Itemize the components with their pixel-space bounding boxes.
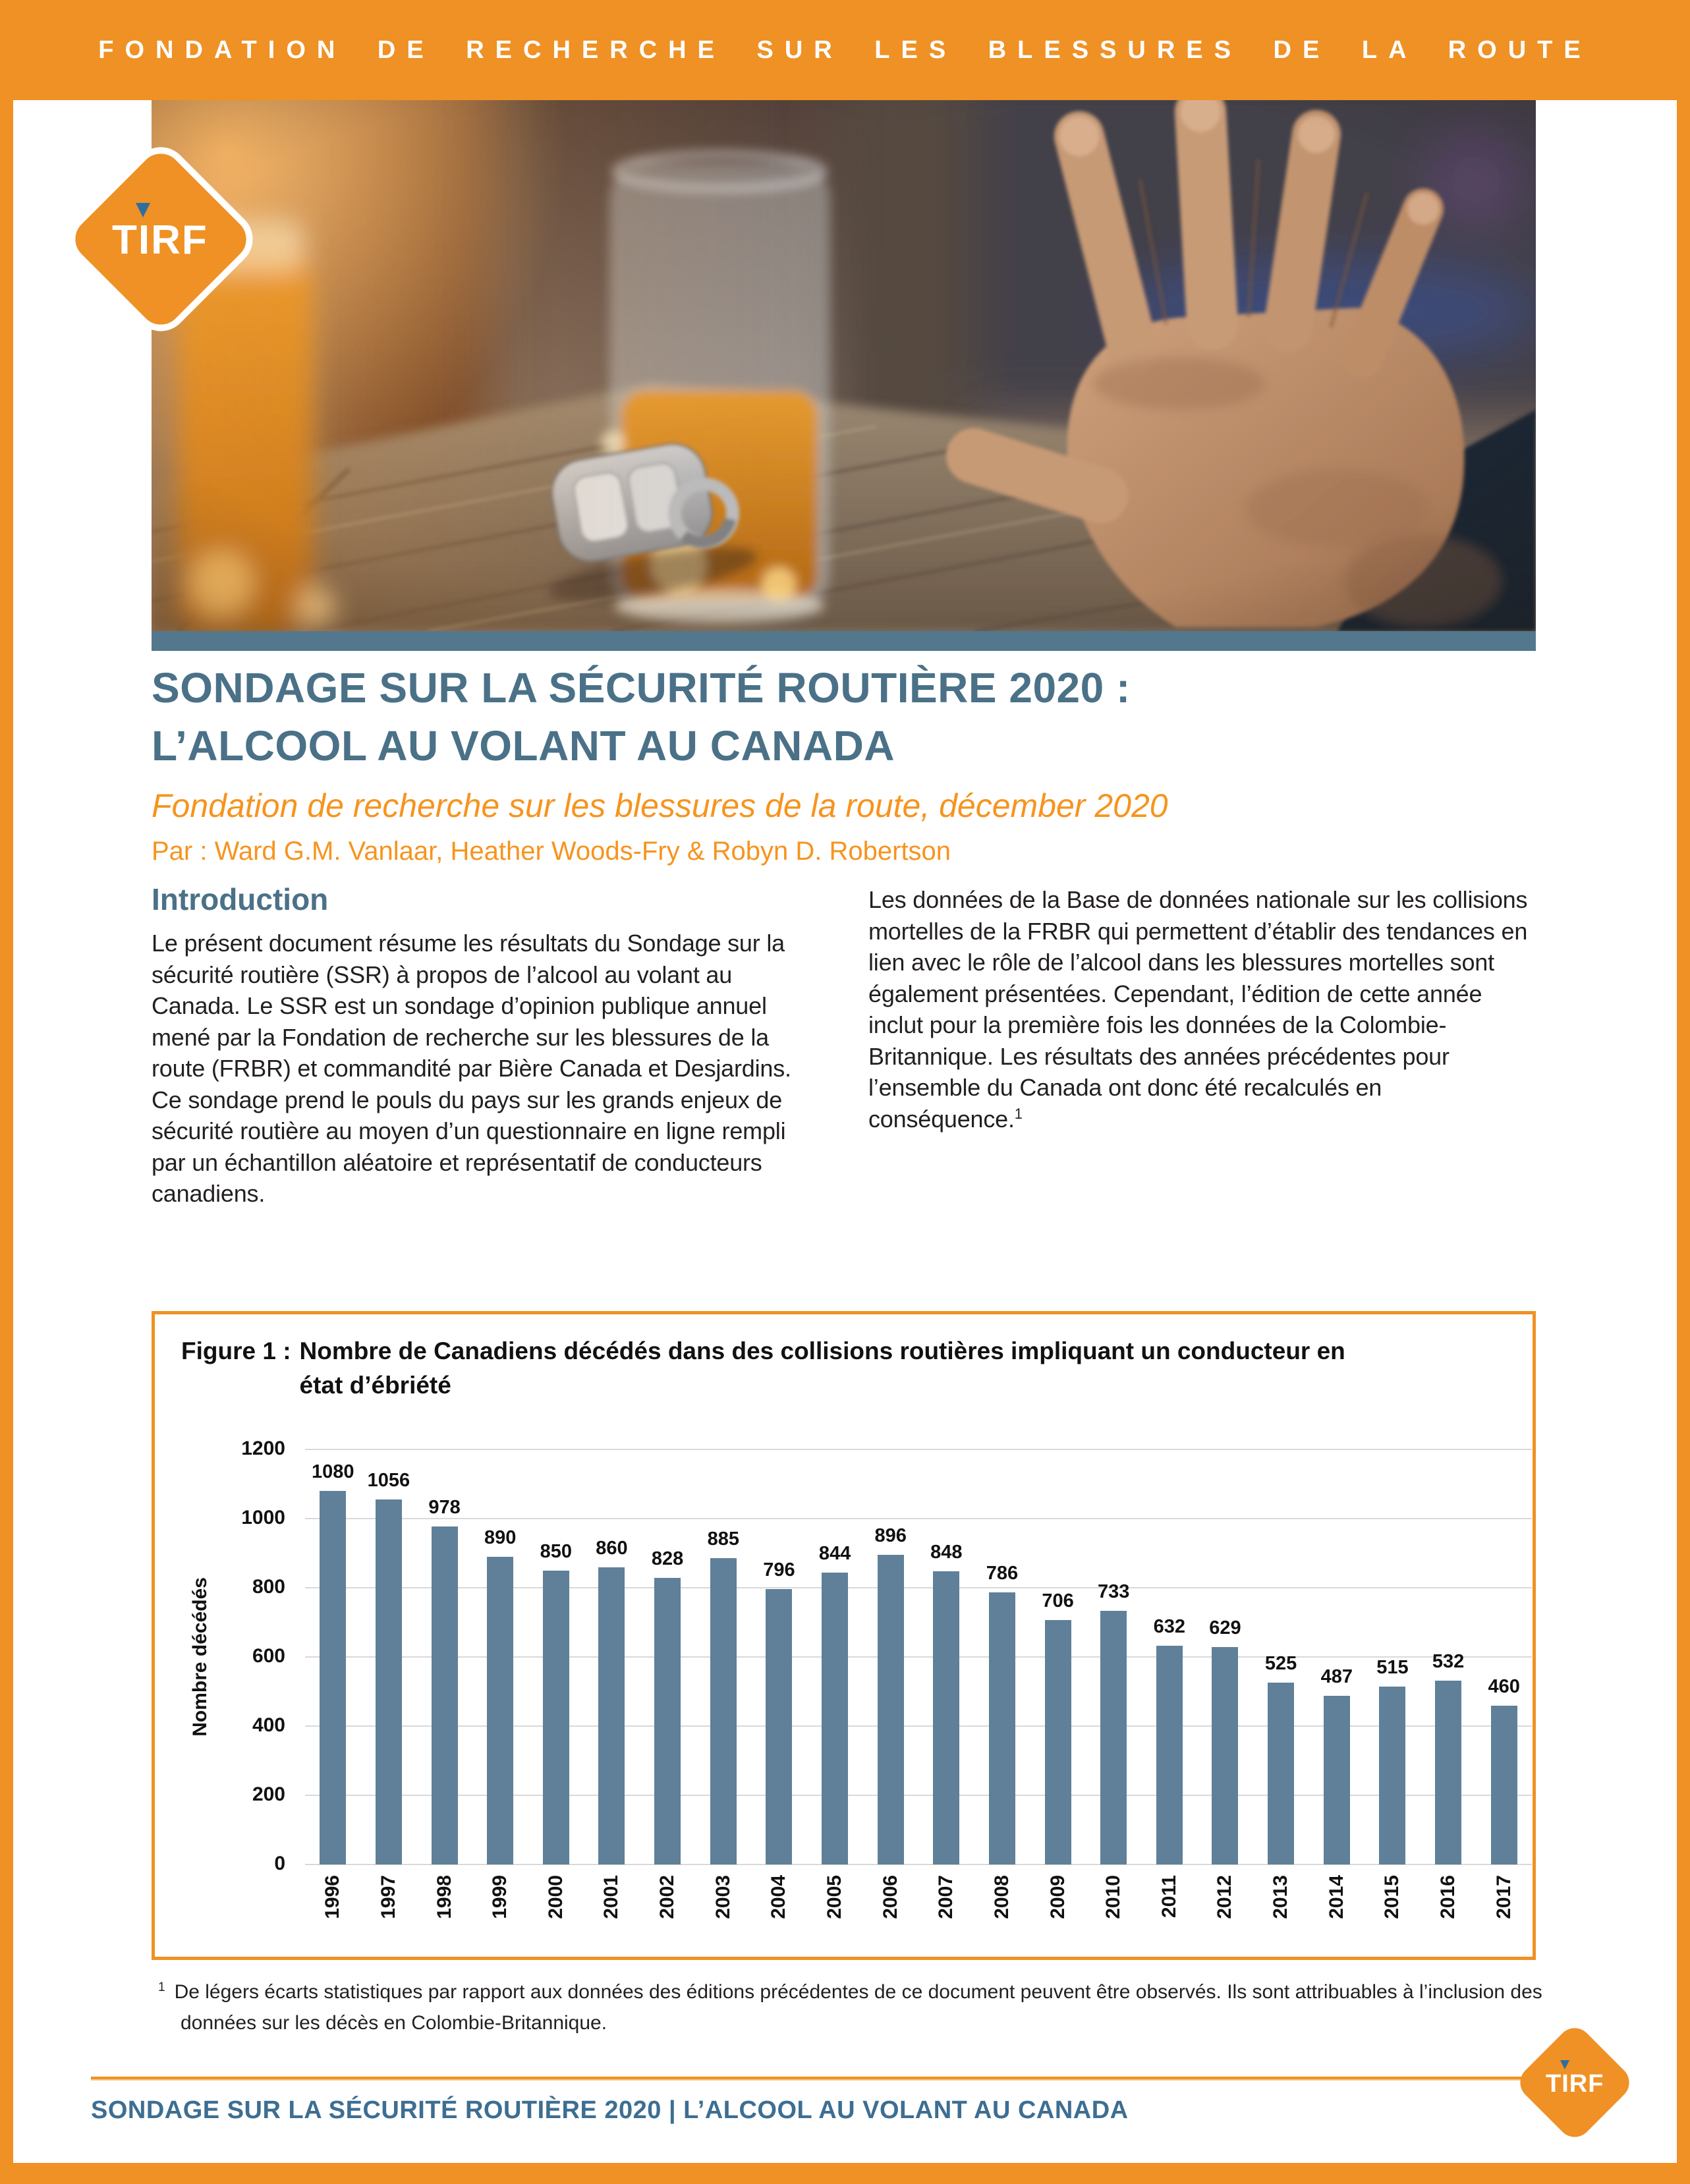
x-tick-label: 1999 — [489, 1875, 511, 1919]
y-tick-label: 200 — [252, 1783, 285, 1806]
page-title — [152, 659, 1456, 775]
bar — [1491, 1706, 1517, 1865]
tirf-triangle-icon — [1560, 2060, 1569, 2069]
bar-value-label: 978 — [428, 1496, 461, 1518]
bar-slot — [695, 1449, 751, 1919]
y-tick-label: 0 — [274, 1853, 285, 1874]
y-tick-label: 600 — [252, 1645, 285, 1667]
bar — [487, 1557, 513, 1864]
x-tick-label: 2003 — [712, 1875, 734, 1919]
bar — [376, 1499, 402, 1864]
bar — [432, 1526, 458, 1864]
bar-value-label: 844 — [818, 1542, 851, 1564]
bar-value-label: 532 — [1432, 1650, 1465, 1672]
tirf-logo-bottom-label — [1546, 2071, 1604, 2096]
footnote-text: De légers écarts statistiques par rapport aux données des éditions précédentes de ce document peuvent être observés. Ils sont attribuables à l’inclusion des données sur les décès en Colombie-Britannique. — [174, 1981, 1542, 2034]
bar-value-label: 860 — [596, 1537, 628, 1559]
x-tick-label: 2000 — [544, 1875, 567, 1919]
bar-slot — [974, 1449, 1030, 1919]
bar-slot — [416, 1449, 472, 1919]
y-tick-label: 400 — [252, 1714, 285, 1737]
bar-slot — [584, 1449, 640, 1919]
x-tick-label: 2012 — [1214, 1875, 1236, 1919]
page-title-line2: L’ALCOOL AU VOLANT AU CANADA — [152, 722, 895, 770]
figure-title — [181, 1334, 1367, 1403]
tirf-logo-top-label — [112, 217, 208, 263]
page-subtitle: Fondation de recherche sur les blessures de la route, décember 2020 — [152, 787, 1168, 824]
bar-value-label: 1080 — [312, 1461, 354, 1482]
bar-value-label: 1056 — [367, 1469, 410, 1491]
bar — [1045, 1620, 1071, 1864]
y-tick-label: 1000 — [241, 1507, 285, 1528]
y-tick-label: 800 — [252, 1576, 285, 1598]
bar-slot — [1476, 1449, 1532, 1919]
bar-value-label: 828 — [651, 1548, 684, 1570]
intro-column-2-text: Les données de la Base de données nationale sur les collisions mortelles de la FRBR qui permettent d’établir des tendances en lien avec le rôle de l’alcool dans les blessures mortelles sont également présentées. Cependant, l’édition de cette année inclut pour la première fois les données de la Colombie-Britannique. Les résultats des années précédentes pour l’ensemble du Canada ont donc été recalculés en conséquence. — [868, 886, 1528, 1133]
bar — [878, 1555, 904, 1864]
bar-slot — [1253, 1449, 1309, 1919]
hero-photo — [152, 100, 1536, 631]
page-border-left — [0, 0, 13, 2184]
y-tick-label: 1200 — [241, 1438, 285, 1459]
x-tick-label: 2008 — [990, 1875, 1013, 1919]
top-banner — [0, 0, 1690, 100]
footer-title: SONDAGE SUR LA SÉCURITÉ ROUTIÈRE 2020 | L’ALCOOL AU VOLANT AU CANADA — [91, 2096, 1129, 2124]
bar — [822, 1573, 848, 1864]
page-border-right — [1677, 0, 1690, 2184]
figure-box — [152, 1311, 1536, 1960]
bar-value-label: 786 — [986, 1563, 1019, 1584]
bar — [1212, 1647, 1238, 1864]
bar — [1156, 1646, 1183, 1864]
x-tick-label: 2013 — [1270, 1875, 1292, 1919]
byline: Par : Ward G.M. Vanlaar, Heather Woods-Fry & Robyn D. Robertson — [152, 837, 951, 866]
x-tick-label: 1998 — [433, 1875, 455, 1919]
x-tick-label: 2001 — [600, 1875, 623, 1919]
bar-value-label: 515 — [1376, 1656, 1409, 1678]
x-tick-label: 2009 — [1046, 1875, 1069, 1919]
bar-slot — [751, 1449, 807, 1919]
vignette — [152, 100, 1536, 631]
bar — [320, 1491, 346, 1864]
bar — [710, 1558, 737, 1864]
x-tick-label: 1997 — [377, 1875, 399, 1919]
bar — [989, 1592, 1015, 1864]
tirf-triangle-icon — [136, 203, 150, 217]
bar-slot — [862, 1449, 918, 1919]
x-tick-label: 2017 — [1492, 1875, 1515, 1919]
x-tick-label: 2006 — [879, 1875, 901, 1919]
bar-value-label: 896 — [874, 1525, 907, 1546]
intro-column-2 — [868, 884, 1540, 1134]
bar — [543, 1571, 569, 1864]
x-tick-label: 2016 — [1437, 1875, 1459, 1919]
bar-slot — [1030, 1449, 1086, 1919]
footer-rule — [91, 2077, 1522, 2079]
bar — [933, 1571, 959, 1864]
page-border-bottom — [0, 2163, 1690, 2184]
bar-value-label: 885 — [707, 1528, 739, 1550]
x-tick-label: 2010 — [1102, 1875, 1125, 1919]
photo-divider-bar — [152, 631, 1536, 651]
tirf-logo-text: TIRF — [1546, 2070, 1604, 2098]
y-axis-title: Nombre décédés — [189, 1577, 211, 1737]
bar-value-label: 850 — [540, 1540, 573, 1562]
intro-column-1: Le présent document résume les résultats du Sondage sur la sécurité routière (SSR) à propos de l’alcool au volant au Canada. Le SSR est un sondage d’opinion publique annuel mené par la Fondation de recherche sur les blessures de la route (FRBR) et commandité par Bière Canada et Desjardins. Ce sondage prend le pouls du pays sur les grands enjeux de sécurité routière au moyen d’un questionnaire en ligne rempli par un échantillon aléatoire et représentatif de conducteurs canadiens. — [152, 930, 791, 1207]
footnote-marker: 1 — [158, 1980, 165, 1994]
bar — [1324, 1696, 1350, 1864]
bar — [598, 1567, 625, 1865]
x-tick-label: 2004 — [768, 1875, 790, 1919]
bar-slot — [305, 1449, 361, 1919]
bar-value-label: 706 — [1042, 1590, 1074, 1612]
bar — [1379, 1687, 1405, 1864]
x-tick-label: 2005 — [824, 1875, 846, 1919]
bar — [654, 1578, 681, 1864]
intro-heading: Introduction — [152, 882, 329, 916]
bar-value-label: 733 — [1098, 1581, 1130, 1603]
bar-slot — [1142, 1449, 1198, 1918]
bar-slot — [1421, 1449, 1477, 1919]
bar — [1268, 1683, 1294, 1864]
bar — [1435, 1681, 1461, 1864]
page-title-line1: SONDAGE SUR LA SÉCURITÉ ROUTIÈRE 2020 : — [152, 664, 1131, 712]
bar-slot — [1086, 1449, 1142, 1919]
bar-slot — [807, 1449, 863, 1919]
bar-value-label: 796 — [763, 1559, 795, 1581]
figure-title-label: Figure 1 : — [181, 1337, 291, 1364]
x-tick-label: 1996 — [322, 1875, 344, 1919]
bar-value-label: 629 — [1209, 1617, 1241, 1638]
bar-value-label: 525 — [1264, 1653, 1297, 1675]
figure-title-text: Nombre de Canadiens décédés dans des collisions routières impliquant un conducteur en état d’ébriété — [299, 1337, 1345, 1399]
bar — [1100, 1611, 1127, 1864]
x-tick-label: 2015 — [1381, 1875, 1403, 1919]
top-banner-text: FONDATION DE RECHERCHE SUR LES BLESSURES DE LA ROUTE — [98, 36, 1592, 64]
bar-slot — [640, 1449, 696, 1919]
footnote — [158, 1976, 1548, 2038]
figure-plot — [241, 1438, 1532, 1919]
hero-photo-illustration — [152, 100, 1536, 631]
tirf-logo-text: TIRF — [112, 217, 208, 263]
bar-slot — [472, 1449, 528, 1919]
x-tick-label: 2014 — [1325, 1875, 1347, 1919]
x-tick-label: 2007 — [935, 1875, 957, 1919]
bar-value-label: 460 — [1488, 1675, 1520, 1697]
x-tick-label: 2002 — [656, 1875, 679, 1919]
footnote-ref: 1 — [1014, 1105, 1023, 1122]
bar-value-label: 890 — [484, 1526, 517, 1548]
x-tick-label: 2011 — [1158, 1875, 1180, 1918]
bar-value-label: 848 — [930, 1541, 963, 1563]
bar-value-label: 487 — [1320, 1666, 1353, 1688]
bar-slot — [918, 1449, 974, 1919]
bar-value-label: 632 — [1153, 1616, 1186, 1638]
bar — [766, 1589, 792, 1864]
bar-slot — [528, 1449, 584, 1919]
